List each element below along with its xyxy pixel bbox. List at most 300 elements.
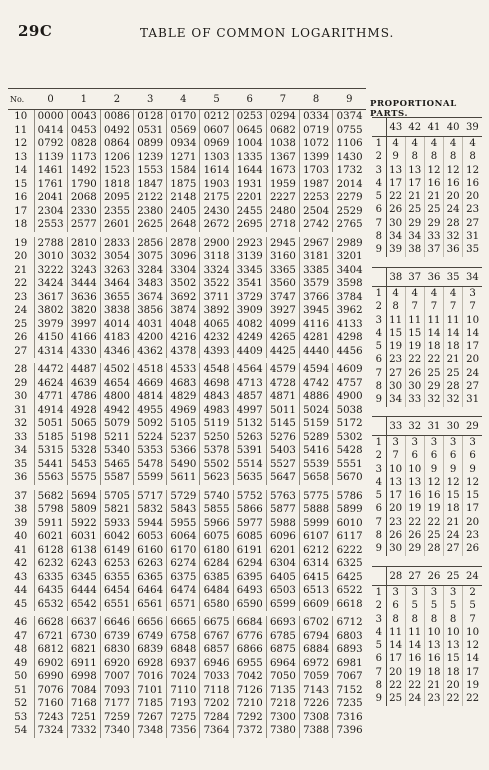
pp-row xyxy=(372,314,482,327)
pp-value: 27 xyxy=(444,542,463,555)
log-value: 5775 xyxy=(300,487,333,503)
log-value: 6551 xyxy=(100,598,133,614)
log-value: 6031 xyxy=(67,530,100,544)
log-value: 7210 xyxy=(233,697,266,711)
row-number: 27 xyxy=(14,345,28,357)
log-value: 7160 xyxy=(34,697,67,711)
pp-index: 7 xyxy=(372,666,386,679)
pp-index: 2 xyxy=(372,300,386,313)
log-value: 2279 xyxy=(333,191,366,205)
pp-value: 11 xyxy=(389,314,403,326)
pp-value: 30 xyxy=(389,381,403,393)
log-value: 5729 xyxy=(167,487,200,503)
pp-value: 8 xyxy=(424,613,443,626)
log-value: 5366 xyxy=(167,444,200,458)
log-value: 7396 xyxy=(333,724,366,738)
pp-value: 7 xyxy=(444,300,463,313)
log-value: 5658 xyxy=(300,471,333,487)
row-number: 52 xyxy=(14,698,28,709)
log-value: 1987 xyxy=(300,178,333,192)
log-value: 5478 xyxy=(134,458,167,472)
log-value: 6263 xyxy=(134,557,167,571)
pp-header: 32 xyxy=(405,417,424,436)
log-value: 2577 xyxy=(67,218,100,234)
log-value: 3979 xyxy=(34,318,67,332)
pp-value: 26 xyxy=(405,529,424,542)
pp-value: 6 xyxy=(463,449,482,462)
log-value: 1271 xyxy=(167,151,200,165)
log-value: 5302 xyxy=(333,431,366,445)
log-value: 3856 xyxy=(134,304,167,318)
pp-value: 18 xyxy=(424,666,443,679)
log-value: 3655 xyxy=(100,291,133,305)
log-value: 7193 xyxy=(167,697,200,711)
row-number: 21 xyxy=(14,264,28,276)
pp-row xyxy=(372,243,482,256)
log-value: 6776 xyxy=(233,630,266,644)
pp-value: 12 xyxy=(424,164,443,177)
pp-index: 9 xyxy=(372,393,386,406)
pp-index: 8 xyxy=(372,679,386,692)
log-value: 6821 xyxy=(67,643,100,657)
log-value: 4698 xyxy=(200,377,233,391)
table-row xyxy=(8,724,366,738)
pp-index: 7 xyxy=(372,217,386,230)
log-value: 4624 xyxy=(34,377,67,391)
row-number: 28 xyxy=(8,361,34,377)
log-value: 7101 xyxy=(134,684,167,698)
pp-value: 16 xyxy=(444,177,463,190)
log-value: 2788 xyxy=(34,234,67,250)
log-value: 6812 xyxy=(34,643,67,657)
log-value: 2601 xyxy=(100,218,133,234)
log-value: 1004 xyxy=(233,137,266,151)
log-value: 7380 xyxy=(266,724,299,738)
log-value: 4183 xyxy=(100,331,133,345)
log-value: 6385 xyxy=(200,571,233,585)
log-value: 5119 xyxy=(200,417,233,431)
pp-index: 9 xyxy=(372,542,386,555)
pp-index: 6 xyxy=(372,652,386,665)
log-value: 6618 xyxy=(333,598,366,614)
pp-value: 15 xyxy=(463,489,482,502)
table-row xyxy=(8,250,366,264)
log-value: 6964 xyxy=(266,657,299,671)
page-title: TABLE OF COMMON LOGARITHMS. xyxy=(140,26,395,40)
log-value: 5977 xyxy=(233,517,266,531)
pp-index: 2 xyxy=(372,599,386,612)
log-value: 3997 xyxy=(67,318,100,332)
log-value: 4249 xyxy=(233,331,266,345)
row-number: 54 xyxy=(14,725,28,736)
log-value: 4133 xyxy=(333,318,366,332)
log-value: 7292 xyxy=(233,711,266,725)
log-value: 6335 xyxy=(34,571,67,585)
row-number: 50 xyxy=(14,671,28,682)
log-value: 7372 xyxy=(233,724,266,738)
log-value: 6405 xyxy=(266,571,299,585)
page-number: 29C xyxy=(18,22,53,40)
pp-value: 32 xyxy=(444,230,463,243)
pp-index: 1 xyxy=(372,137,386,151)
log-value: 6191 xyxy=(233,544,266,558)
pp-index: 4 xyxy=(372,177,386,190)
pp-value: 17 xyxy=(389,653,403,665)
log-value: 0645 xyxy=(233,124,266,138)
table-row xyxy=(8,137,366,151)
pp-value: 20 xyxy=(444,679,463,692)
log-value: 6274 xyxy=(167,557,200,571)
pp-value: 19 xyxy=(463,679,482,692)
log-value: 2430 xyxy=(200,205,233,219)
log-value: 5465 xyxy=(100,458,133,472)
pp-value: 10 xyxy=(463,314,482,327)
pp-value: 18 xyxy=(444,340,463,353)
log-value: 5843 xyxy=(167,503,200,517)
column-header-digit: 1 xyxy=(67,89,100,110)
pp-value: 22 xyxy=(463,692,482,705)
pp-header-blank xyxy=(372,268,386,287)
log-value: 5647 xyxy=(266,471,299,487)
log-value: 2041 xyxy=(34,191,67,205)
log-value: 6937 xyxy=(167,657,200,671)
log-value: 6902 xyxy=(34,657,67,671)
log-value: 6920 xyxy=(100,657,133,671)
proportional-parts-block xyxy=(372,267,482,407)
pp-header: 28 xyxy=(386,567,405,586)
row-number: 34 xyxy=(14,445,28,456)
log-value: 4757 xyxy=(333,377,366,391)
log-value: 2833 xyxy=(100,234,133,250)
pp-row xyxy=(372,436,482,450)
pp-value: 25 xyxy=(424,529,443,542)
table-row xyxy=(8,544,366,558)
log-value: 5391 xyxy=(233,444,266,458)
log-value: 6637 xyxy=(67,614,100,630)
pp-header: 36 xyxy=(424,268,443,287)
pp-value: 4 xyxy=(424,137,443,151)
log-value: 6042 xyxy=(100,530,133,544)
log-value: 3324 xyxy=(200,264,233,278)
log-value: 1139 xyxy=(34,151,67,165)
pp-row xyxy=(372,177,482,190)
log-value: 1173 xyxy=(67,151,100,165)
pp-header: 37 xyxy=(405,268,424,287)
log-value: 3201 xyxy=(333,250,366,264)
log-value: 4362 xyxy=(134,345,167,361)
log-value: 4346 xyxy=(100,345,133,361)
pp-header: 31 xyxy=(424,417,443,436)
log-value: 6243 xyxy=(67,557,100,571)
pp-index: 5 xyxy=(372,639,386,652)
log-value: 2742 xyxy=(300,218,333,234)
log-value: 3243 xyxy=(67,264,100,278)
log-value: 5575 xyxy=(67,471,100,487)
log-value: 4609 xyxy=(333,361,366,377)
pp-header: 42 xyxy=(405,118,424,137)
row-number: 24 xyxy=(14,305,28,316)
pp-value: 6 xyxy=(424,449,443,462)
pp-value: 15 xyxy=(405,327,424,340)
row-number: 25 xyxy=(14,318,28,330)
log-value: 6712 xyxy=(333,614,366,630)
pp-value: 13 xyxy=(405,476,424,489)
column-header-digit: 3 xyxy=(134,89,167,110)
log-value: 5866 xyxy=(233,503,266,517)
row-number: 23 xyxy=(14,291,28,303)
pp-value: 25 xyxy=(389,693,403,705)
log-value: 3598 xyxy=(333,277,366,291)
pp-value: 24 xyxy=(444,529,463,542)
log-value: 7226 xyxy=(300,697,333,711)
log-value: 1303 xyxy=(200,151,233,165)
log-value: 1761 xyxy=(34,178,67,192)
pp-value: 7 xyxy=(392,450,399,462)
log-value: 1931 xyxy=(233,178,266,192)
pp-value: 3 xyxy=(444,436,463,450)
row-number: 20 xyxy=(14,251,28,262)
log-value: 6875 xyxy=(266,643,299,657)
log-value: 5809 xyxy=(67,503,100,517)
log-value: 2122 xyxy=(134,191,167,205)
log-value: 5024 xyxy=(300,404,333,418)
log-value: 4265 xyxy=(266,331,299,345)
log-value: 4786 xyxy=(67,390,100,404)
log-value: 4116 xyxy=(300,318,333,332)
row-number: 32 xyxy=(14,418,28,429)
table-row xyxy=(8,191,366,205)
log-value: 3711 xyxy=(200,291,233,305)
log-value: 5670 xyxy=(333,471,366,487)
pp-value: 6 xyxy=(444,449,463,462)
pp-header-blank xyxy=(372,417,386,436)
pp-header-blank xyxy=(372,118,386,137)
pp-row xyxy=(372,639,482,652)
log-value: 4031 xyxy=(134,318,167,332)
column-header-digit: 2 xyxy=(100,89,133,110)
log-value: 6628 xyxy=(34,614,67,630)
log-value: 5740 xyxy=(200,487,233,503)
log-value: 0682 xyxy=(266,124,299,138)
table-row xyxy=(8,164,366,178)
log-value: 6532 xyxy=(34,598,67,614)
log-value: 2878 xyxy=(167,234,200,250)
row-number: 53 xyxy=(14,711,28,723)
pp-value: 24 xyxy=(444,203,463,216)
column-header-digit: 9 xyxy=(333,89,366,110)
pp-value: 11 xyxy=(424,314,443,327)
log-value: 6739 xyxy=(100,630,133,644)
log-value: 4425 xyxy=(266,345,299,361)
log-value: 6304 xyxy=(266,557,299,571)
pp-row xyxy=(372,463,482,476)
pp-header: 41 xyxy=(424,118,443,137)
pp-value: 9 xyxy=(444,463,463,476)
log-value: 3838 xyxy=(100,304,133,318)
log-value: 6803 xyxy=(333,630,366,644)
row-number: 26 xyxy=(14,332,28,343)
log-value: 2900 xyxy=(200,234,233,250)
log-value: 0492 xyxy=(100,124,133,138)
pp-value: 5 xyxy=(405,599,424,612)
row-number: 10 xyxy=(14,111,28,122)
pp-row xyxy=(372,287,482,301)
table-row xyxy=(8,487,366,503)
log-value: 2648 xyxy=(167,218,200,234)
pp-index: 7 xyxy=(372,516,386,529)
log-value: 5237 xyxy=(167,431,200,445)
log-value: 6656 xyxy=(134,614,167,630)
pp-value: 13 xyxy=(389,476,403,488)
pp-row xyxy=(372,353,482,366)
log-value: 1818 xyxy=(100,178,133,192)
pp-row xyxy=(372,626,482,639)
log-value: 3222 xyxy=(34,264,67,278)
log-value: 2765 xyxy=(333,218,366,234)
pp-value: 4 xyxy=(444,137,463,151)
log-value: 6170 xyxy=(167,544,200,558)
row-number: 48 xyxy=(14,644,28,655)
log-value: 4082 xyxy=(233,318,266,332)
pp-value: 3 xyxy=(392,437,399,448)
log-value: 5855 xyxy=(200,503,233,517)
pp-index: 3 xyxy=(372,164,386,177)
table-row xyxy=(8,178,366,192)
log-value: 4594 xyxy=(300,361,333,377)
pp-value: 19 xyxy=(405,666,424,679)
column-header-digit: 5 xyxy=(200,89,233,110)
log-value: 4298 xyxy=(333,331,366,345)
log-value: 6675 xyxy=(200,614,233,630)
log-value: 3032 xyxy=(67,250,100,264)
pp-value: 26 xyxy=(463,542,482,555)
log-value: 5988 xyxy=(266,517,299,531)
table-row xyxy=(8,657,366,671)
log-value: 6053 xyxy=(134,530,167,544)
log-value: 4564 xyxy=(233,361,266,377)
pp-value: 20 xyxy=(389,503,403,515)
log-value: 5224 xyxy=(134,431,167,445)
log-value: 2810 xyxy=(67,234,100,250)
pp-value: 4 xyxy=(405,287,424,301)
log-value: 5966 xyxy=(200,517,233,531)
log-value: 7143 xyxy=(300,684,333,698)
log-value: 7340 xyxy=(100,724,133,738)
log-value: 1523 xyxy=(100,164,133,178)
log-value: 1553 xyxy=(134,164,167,178)
pp-value: 13 xyxy=(424,639,443,652)
log-value: 6955 xyxy=(233,657,266,671)
log-value: 7324 xyxy=(34,724,67,738)
log-value: 4393 xyxy=(200,345,233,361)
log-value: 5563 xyxy=(34,471,67,487)
log-value: 0128 xyxy=(134,110,167,124)
pp-value: 12 xyxy=(463,476,482,489)
log-value: 6990 xyxy=(34,670,67,684)
log-value: 7267 xyxy=(134,711,167,725)
log-value: 7348 xyxy=(134,724,167,738)
table-row xyxy=(8,218,366,234)
log-value: 7316 xyxy=(333,711,366,725)
log-value: 7218 xyxy=(266,697,299,711)
pp-value: 35 xyxy=(463,243,482,256)
log-value: 5428 xyxy=(333,444,366,458)
log-value: 7050 xyxy=(266,670,299,684)
log-value: 2175 xyxy=(200,191,233,205)
log-value: 3636 xyxy=(67,291,100,305)
log-value: 5289 xyxy=(300,431,333,445)
pp-header: 43 xyxy=(386,118,405,137)
pp-index: 1 xyxy=(372,287,386,301)
pp-row xyxy=(372,393,482,406)
log-value: 6365 xyxy=(134,571,167,585)
log-value: 5328 xyxy=(67,444,100,458)
log-value: 4065 xyxy=(200,318,233,332)
log-value: 5490 xyxy=(167,458,200,472)
log-value: 2967 xyxy=(300,234,333,250)
log-value: 5079 xyxy=(100,417,133,431)
pp-value: 21 xyxy=(424,190,443,203)
log-value: 5821 xyxy=(100,503,133,517)
log-value: 5416 xyxy=(300,444,333,458)
pp-header: 33 xyxy=(386,417,405,436)
log-value: 5198 xyxy=(67,431,100,445)
log-value: 5159 xyxy=(300,417,333,431)
log-value: 1335 xyxy=(233,151,266,165)
log-value: 6571 xyxy=(167,598,200,614)
log-value: 2227 xyxy=(266,191,299,205)
log-value: 5694 xyxy=(67,487,100,503)
pp-row xyxy=(372,367,482,380)
log-value: 7152 xyxy=(333,684,366,698)
pp-value: 37 xyxy=(424,243,443,256)
pp-value: 27 xyxy=(389,367,403,379)
log-value: 1038 xyxy=(266,137,299,151)
row-number: 12 xyxy=(14,138,28,149)
log-value: 6972 xyxy=(300,657,333,671)
pp-row xyxy=(372,190,482,203)
log-value: 1399 xyxy=(300,151,333,165)
pp-value: 11 xyxy=(389,626,403,638)
row-number: 39 xyxy=(14,517,28,529)
pp-row xyxy=(372,380,482,393)
pp-value: 13 xyxy=(444,639,463,652)
column-header-digit: 4 xyxy=(167,89,200,110)
pp-value: 12 xyxy=(463,639,482,652)
log-value: 4728 xyxy=(266,377,299,391)
log-value: 6107 xyxy=(300,530,333,544)
log-value: 4456 xyxy=(333,345,366,361)
log-value: 4166 xyxy=(67,331,100,345)
table-row xyxy=(8,458,366,472)
log-value: 6866 xyxy=(233,643,266,657)
log-value: 1206 xyxy=(100,151,133,165)
row-number: 44 xyxy=(14,585,28,596)
log-value: 5065 xyxy=(67,417,100,431)
table-row xyxy=(8,264,366,278)
log-value: 3874 xyxy=(167,304,200,318)
log-value: 6355 xyxy=(100,571,133,585)
pp-value: 14 xyxy=(444,327,463,340)
pp-value: 19 xyxy=(389,341,403,353)
log-value: 6561 xyxy=(134,598,167,614)
pp-header: 38 xyxy=(386,268,405,287)
table-row xyxy=(8,614,366,630)
log-value: 7084 xyxy=(67,684,100,698)
pp-value: 9 xyxy=(392,151,399,163)
log-value: 1430 xyxy=(333,151,366,165)
pp-value: 10 xyxy=(424,626,443,639)
